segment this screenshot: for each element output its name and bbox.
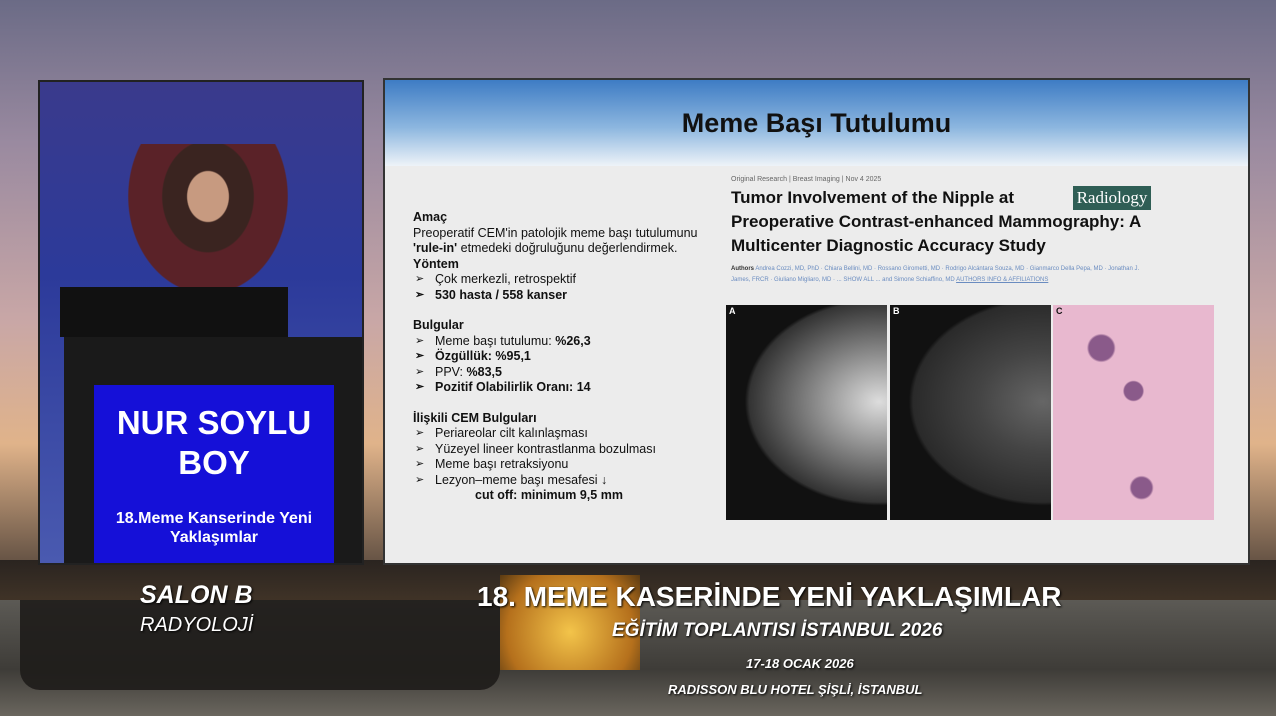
item-value: %83,5 (466, 364, 502, 379)
item-label: Özgüllük: (435, 349, 496, 363)
authors-label: Authors (731, 266, 754, 272)
amac-line1: Preoperatif CEM'in patolojik meme başı tutulumunu (413, 225, 698, 240)
panel-label: C (1056, 306, 1063, 316)
affiliations-link: AUTHORS INFO & AFFILIATIONS (956, 277, 1049, 283)
amac-text (413, 226, 723, 257)
mammogram-panel-b (890, 305, 1051, 520)
yontem-heading: Yöntem (413, 256, 459, 271)
list-item: ➢ Yüzeyel lineer kontrastlanma bozulması (413, 442, 723, 458)
list-item (413, 334, 723, 350)
list-item: ➢ 530 hasta / 558 kanser (413, 288, 723, 304)
item-label: PPV: (435, 364, 467, 379)
authors-list: Andrea Cozzi, MD, PhD · Chiara Bellini, MD · Rossano Girometti, MD · Rodrigo Alcántara Souza, MD · Gianmarco Della Pepa, MD · Jonathan J. James, FRCR · Giuliano Migliaro, MD · ... SHOW ALL ... and Simone Schiaffino, MD (731, 266, 1140, 283)
item-label: Meme başı tutulumu: (435, 333, 556, 348)
list-item (413, 380, 723, 396)
background-boat (20, 600, 500, 690)
list-item (413, 365, 723, 381)
event-venue: RADISSON BLU HOTEL ŞİŞLİ, İSTANBUL (668, 682, 923, 697)
list-item: ➢ Çok merkezli, retrospektif (413, 272, 723, 288)
event-subtitle: EĞİTİM TOPLANTISI İSTANBUL 2026 (612, 620, 943, 641)
histology-panel-c (1053, 305, 1214, 520)
speaker (128, 144, 288, 294)
event-title: 18. MEME KASERİNDE YENİ YAKLAŞIMLAR (477, 581, 1062, 612)
radiology-logo: Radiology (1073, 186, 1151, 210)
list-item: ➢ Lezyon–meme başı mesafesi ↓ (413, 473, 723, 489)
speaker-camera-feed (38, 80, 364, 565)
amac-heading: Amaç (413, 210, 448, 224)
list-item (413, 349, 723, 365)
event-dates: 17-18 OCAK 2026 (746, 656, 854, 671)
slide-header (385, 80, 1248, 166)
list-item: ➢ Periareolar cilt kalınlaşması (413, 426, 723, 442)
salon-label: SALON B (140, 581, 253, 609)
cutoff-text: cut off: minimum 9,5 mm (475, 488, 623, 502)
paper-authors (731, 264, 1141, 286)
speaker-name: NUR SOYLU BOY (116, 404, 312, 481)
paper-title: Tumor Involvement of the Nipple at Preoperative Contrast-enhanced Mammography: A Multicenter Diagnostic Accuracy Study (731, 188, 1141, 255)
bulgular-heading: Bulgular (413, 318, 464, 332)
list-item: ➢ Meme başı retraksiyonu (413, 457, 723, 473)
panel-label: B (893, 306, 900, 316)
amac-line2: etmedeki doğruluğunu değerlendirmek. (457, 241, 678, 255)
item-value: 14 (576, 380, 591, 394)
panel-label: A (729, 306, 736, 316)
track-label: RADYOLOJİ (140, 614, 254, 636)
paper-title-block (731, 186, 1151, 258)
cem-heading: İlişkili CEM Bulguları (413, 410, 537, 425)
slide-bullets (413, 210, 723, 504)
mammogram-panel-a (726, 305, 887, 520)
presentation-slide (383, 78, 1250, 565)
monitor (60, 287, 288, 337)
slide-title: Meme Başı Tutulumu (681, 107, 952, 138)
item-value: %26,3 (555, 333, 591, 348)
nameplate-screen (94, 385, 334, 563)
nameplate-subtitle: 18.Meme Kanserinde Yeni Yaklaşımlar (115, 510, 313, 546)
paper-meta: Original Research | Breast Imaging | Nov 4 2025 (731, 176, 882, 183)
rule-in: 'rule-in' (413, 241, 458, 255)
item-value: %95,1 (495, 349, 531, 363)
item-label: Pozitif Olabilirlik Oranı: (435, 380, 577, 394)
